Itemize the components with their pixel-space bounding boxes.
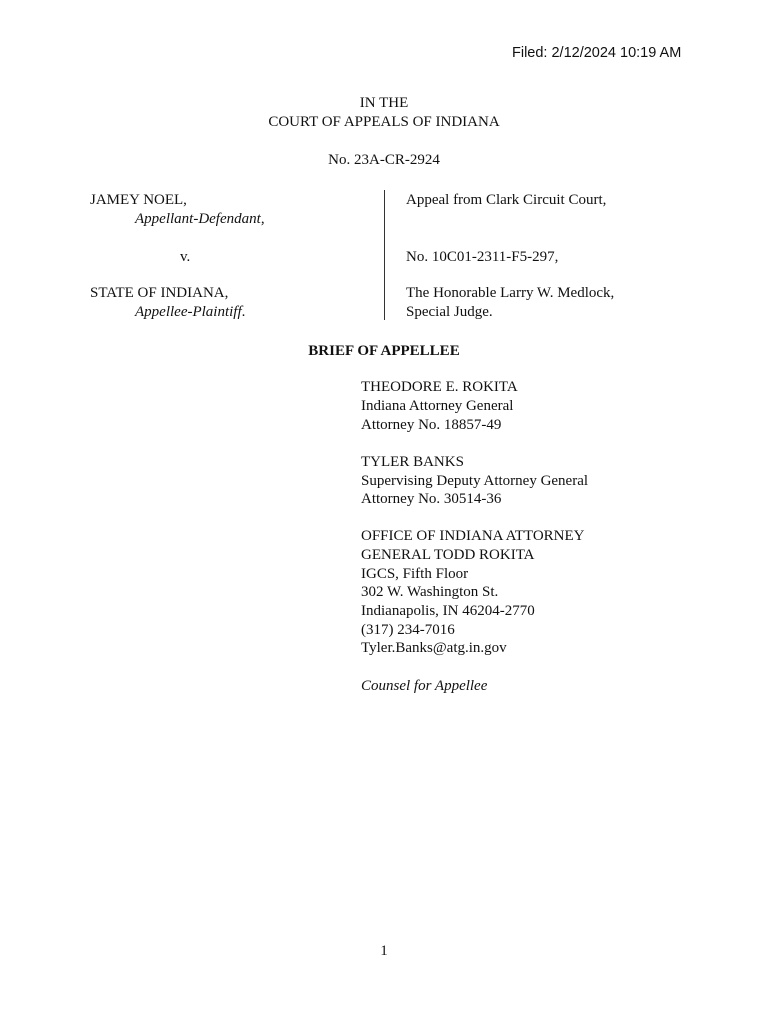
address-line3: Indianapolis, IN 46204-2770	[361, 603, 535, 619]
email-address: Tyler.Banks@atg.in.gov	[361, 640, 507, 656]
appellant-role-suffix: ,	[260, 211, 265, 227]
address-line1: IGCS, Fifth Floor	[361, 566, 469, 582]
appellee-role	[135, 303, 245, 322]
address-line2: 302 W. Washington St.	[361, 584, 499, 600]
caption-divider	[384, 190, 385, 320]
phone-number: (317) 234-7016	[361, 622, 455, 638]
judge-title: Special Judge.	[406, 304, 493, 320]
filed-stamp: Filed: 2/12/2024 10:19 AM	[512, 45, 682, 61]
court-heading-line2: COURT OF APPEALS OF INDIANA	[268, 114, 500, 130]
court-heading-line1: IN THE	[359, 95, 409, 111]
attorney2-number: Attorney No. 30514-36	[361, 491, 502, 507]
appellant-name: JAMEY NOEL,	[90, 192, 187, 208]
judge-name: The Honorable Larry W. Medlock,	[406, 285, 615, 301]
appellee-name: STATE OF INDIANA,	[90, 285, 229, 301]
attorney1-name: THEODORE E. ROKITA	[361, 379, 518, 395]
attorney2-name: TYLER BANKS	[361, 454, 464, 470]
appellee-role-suffix: .	[241, 304, 246, 320]
appeal-from: Appeal from Clark Circuit Court,	[406, 192, 607, 208]
page-number: 1	[380, 943, 388, 959]
appellee-role-text: Appellee-Plaintiff	[135, 304, 242, 320]
case-number: No. 23A-CR-2924	[328, 152, 440, 168]
attorney1-number: Attorney No. 18857-49	[361, 417, 502, 433]
counsel-role: Counsel for Appellee	[361, 678, 488, 694]
attorney2-title: Supervising Deputy Attorney General	[361, 473, 589, 489]
office-line2: GENERAL TODD ROKITA	[361, 547, 535, 563]
brief-title: BRIEF OF APPELLEE	[308, 343, 460, 359]
lower-case-number: No. 10C01-2311-F5-297,	[406, 249, 559, 265]
appellant-role-text: Appellant-Defendant	[135, 211, 261, 227]
appellant-role	[135, 210, 265, 229]
attorney1-title: Indiana Attorney General	[361, 398, 514, 414]
versus: v.	[180, 249, 191, 265]
office-line1: OFFICE OF INDIANA ATTORNEY	[361, 528, 585, 544]
